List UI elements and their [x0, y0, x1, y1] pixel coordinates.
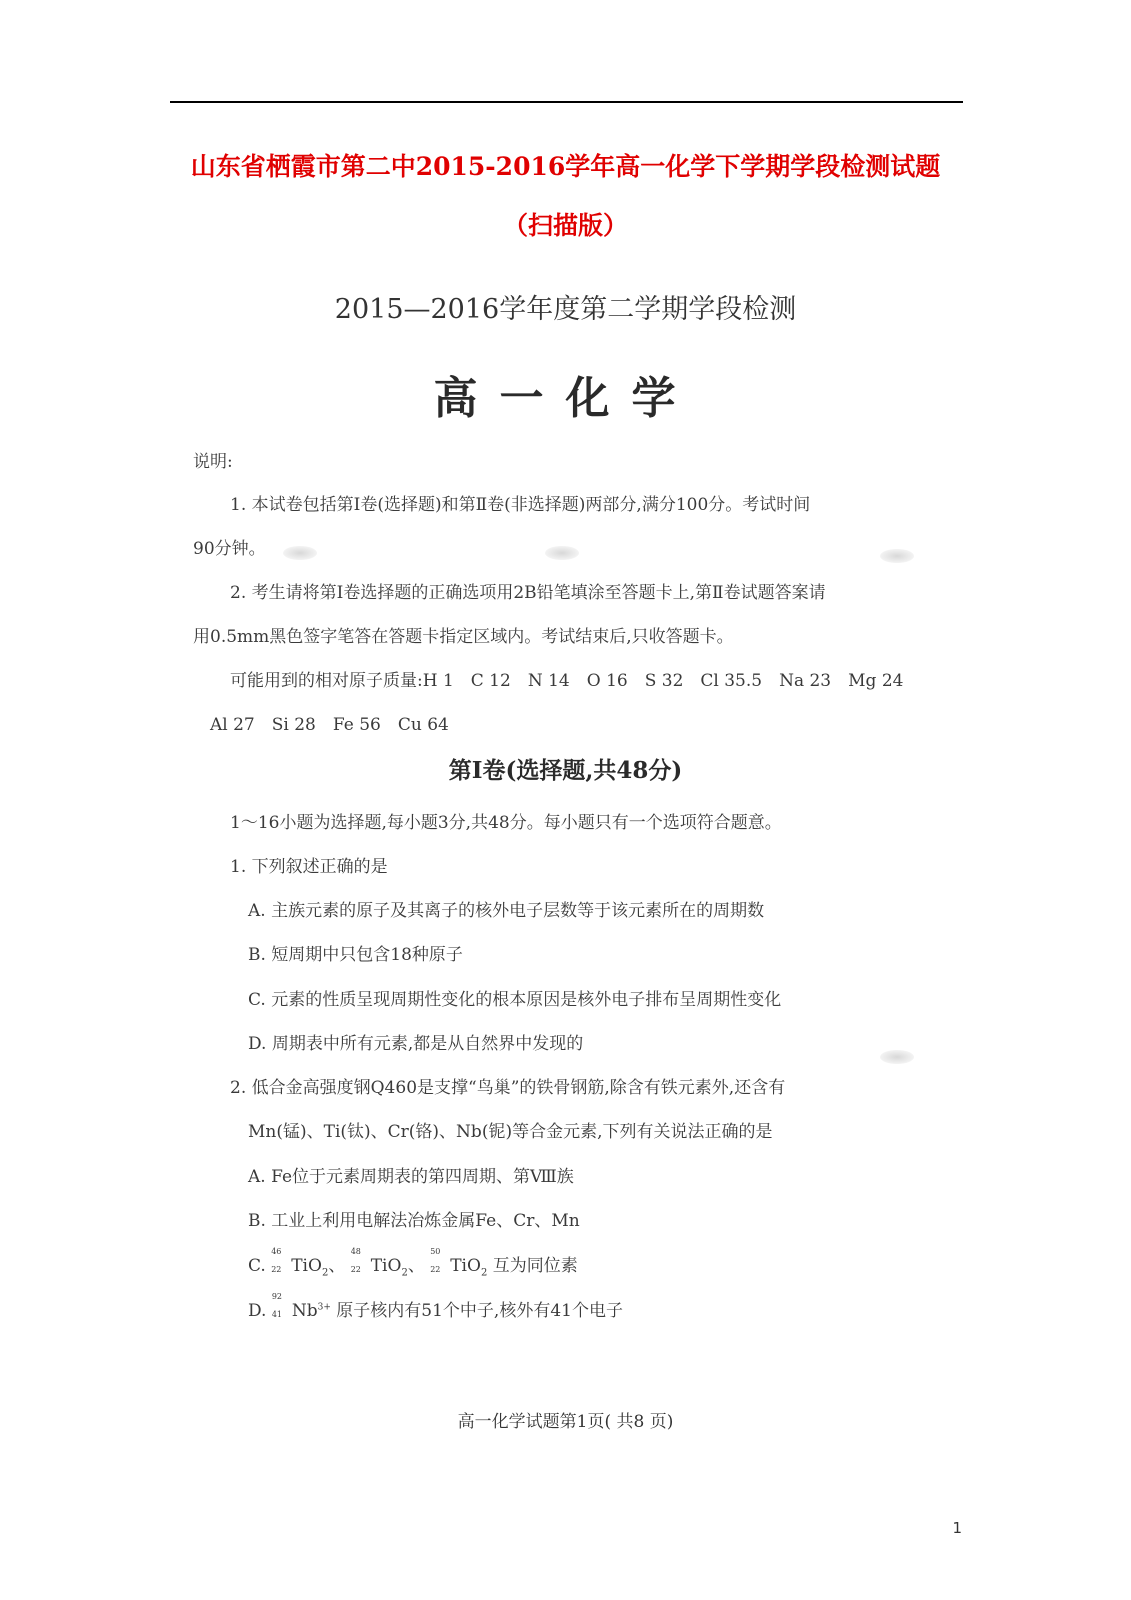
formula: TiO: [370, 1256, 402, 1276]
subscript: 2: [480, 1267, 488, 1279]
document-subtitle: （扫描版）: [502, 211, 628, 240]
option-c-suffix: 互为同位素: [492, 1256, 578, 1276]
separator: 、: [328, 1256, 346, 1276]
mass-number: 92: [271, 1292, 283, 1301]
question-2-option-b: B. 工业上利用电解法冶炼金属Fe、Cr、Mn: [248, 1211, 580, 1231]
atomic-masses-line-1: 可能用到的相对原子质量:H 1 C 12 N 14 O 16 S 32 Cl 35.5 Na 23 Mg 24: [230, 671, 904, 691]
mass-number: 48: [350, 1247, 361, 1256]
option-d-suffix: 原子核内有51个中子,核外有41个电子: [336, 1301, 623, 1321]
mass-number: 46: [271, 1247, 282, 1256]
question-1-option-c: C. 元素的性质呈现周期性变化的根本原因是核外电子排布呈周期性变化: [248, 990, 782, 1010]
atomic-number: 22: [350, 1265, 361, 1274]
atomic-number: 22: [271, 1265, 282, 1274]
scan-smudge: [880, 1050, 914, 1064]
isotope-notation: [430, 1247, 450, 1274]
formula: Nb: [291, 1301, 318, 1321]
question-2-option-d: [248, 1292, 623, 1321]
document-title: 山东省栖霞市第二中2015-2016学年高一化学下学期学段检测试题: [190, 152, 941, 181]
scan-smudge: [545, 546, 579, 560]
question-1-option-b: B. 短周期中只包含18种原子: [248, 945, 463, 965]
exam-title: 2015—2016学年度第二学期学段检测: [334, 294, 797, 325]
section-1-title: 第Ⅰ卷(选择题,共48分): [448, 757, 683, 784]
atomic-number: 41: [271, 1310, 283, 1319]
instructions-heading: 说明:: [193, 452, 233, 472]
question-2-stem-line-1: 2. 低合金高强度钢Q460是支撑“鸟巢”的铁骨钢筋,除含有铁元素外,还含有: [230, 1078, 786, 1098]
page-footer: 高一化学试题第1页( 共8 页): [457, 1412, 674, 1432]
ion-charge: 3+: [317, 1302, 331, 1313]
subject-title: 高一化学: [433, 373, 698, 424]
subscript: 2: [401, 1267, 408, 1279]
scan-smudge: [880, 549, 914, 563]
scan-smudge: [283, 546, 317, 560]
question-2-option-a: A. Fe位于元素周期表的第四周期、第Ⅷ族: [248, 1167, 574, 1187]
instruction-2-line-2: 用0.5mm黑色签字笔答在答题卡指定区域内。考试结束后,只收答题卡。: [193, 627, 734, 647]
section-1-note: 1～16小题为选择题,每小题3分,共48分。每小题只有一个选项符合题意。: [230, 813, 782, 833]
formula: TiO: [291, 1256, 322, 1276]
top-rule: [170, 101, 963, 103]
formula: TiO: [450, 1256, 481, 1276]
isotope-notation: [271, 1247, 291, 1274]
option-c-prefix: C.: [248, 1256, 272, 1276]
question-2-option-c: [248, 1247, 578, 1279]
isotope-notation: [350, 1247, 371, 1274]
instruction-1-line-1: 1. 本试卷包括第Ⅰ卷(选择题)和第Ⅱ卷(非选择题)两部分,满分100分。考试时间: [230, 495, 811, 515]
page-number: 1: [952, 1519, 962, 1537]
atomic-number: 22: [430, 1265, 441, 1274]
option-d-prefix: D.: [248, 1301, 272, 1321]
subscript: 2: [321, 1267, 329, 1279]
instruction-1-line-2: 90分钟。: [193, 539, 266, 559]
question-2-stem-line-2: Mn(锰)、Ti(钛)、Cr(铬)、Nb(铌)等合金元素,下列有关说法正确的是: [248, 1122, 773, 1142]
atomic-masses-line-2: Al 27 Si 28 Fe 56 Cu 64: [210, 715, 449, 735]
separator: 、: [407, 1256, 425, 1276]
isotope-notation: [271, 1292, 292, 1319]
question-1-option-d: D. 周期表中所有元素,都是从自然界中发现的: [248, 1034, 584, 1054]
question-1-option-a: A. 主族元素的原子及其离子的核外电子层数等于该元素所在的周期数: [248, 901, 765, 921]
mass-number: 50: [430, 1247, 441, 1256]
instruction-2-line-1: 2. 考生请将第Ⅰ卷选择题的正确选项用2B铅笔填涂至答题卡上,第Ⅱ卷试题答案请: [230, 583, 826, 603]
question-1-stem: 1. 下列叙述正确的是: [230, 857, 388, 877]
